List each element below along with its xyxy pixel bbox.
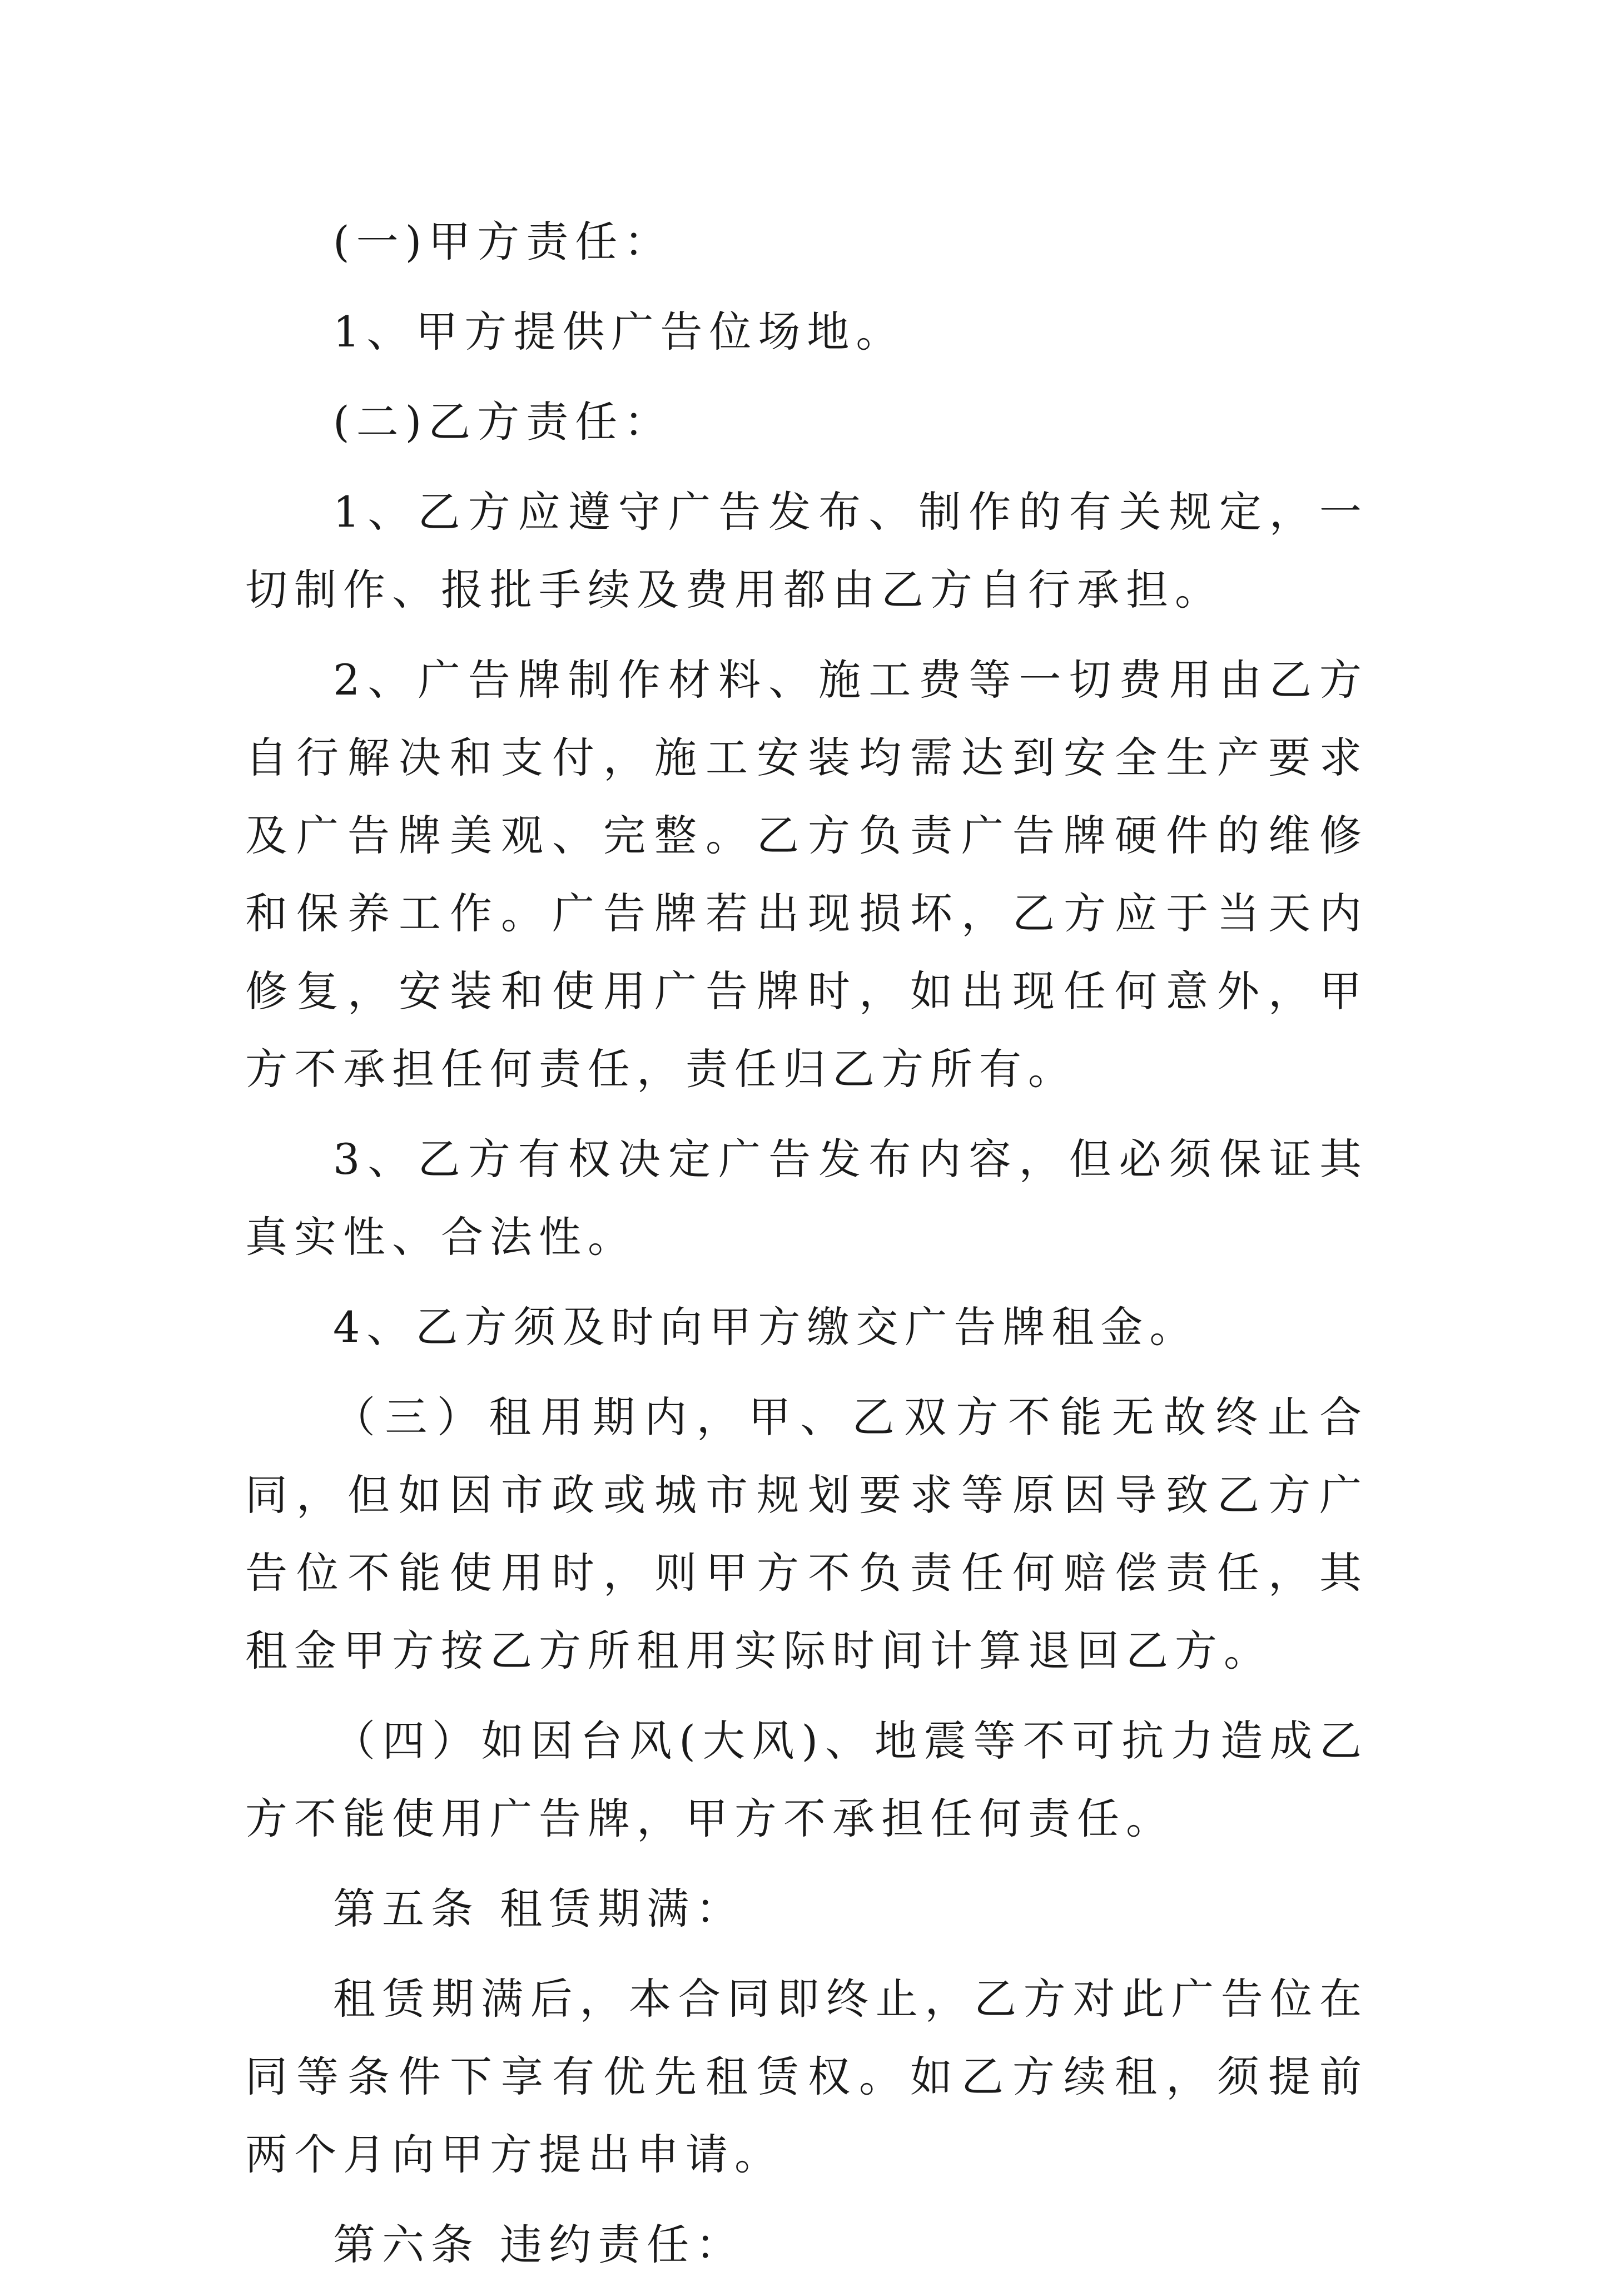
party-a-responsibility-heading: (一)甲方责任：	[333, 217, 673, 266]
article-5-body: 租赁期满后，本合同即终止，乙方对此广告位在同等条件下享有优先租赁权。如乙方续租，须提前两个月向甲方提出申请。	[245, 1974, 1368, 2179]
article-5-heading: 第五条 租赁期满：	[333, 1884, 745, 1933]
lease-term-clause: （三）租用期内，甲、乙双方不能无故终止合同，但如因市政或城市规划要求等原因导致乙方广告位不能使用时，则甲方不负责任何赔偿责任，其租金甲方按乙方所租用实际时间计算退回乙方。	[245, 1392, 1368, 1675]
party-b-responsibility-heading: (二)乙方责任：	[333, 397, 673, 447]
party-b-clause-4: 4、乙方须及时向甲方缴交广告牌租金。	[333, 1302, 1199, 1352]
document-body	[245, 203, 1368, 2296]
party-b-clause-2: 2、广告牌制作材料、施工费等一切费用由乙方自行解决和支付，施工安装均需达到安全生产要求及广告牌美观、完整。乙方负责广告牌硬件的维修和保养工作。广告牌若出现损坏，乙方应于当天内修复，安装和使用广告牌时，如出现任何意外，甲方不承担任何责任，责任归乙方所有。	[245, 655, 1368, 1094]
force-majeure-clause: （四）如因台风(大风)、地震等不可抗力造成乙方不能使用广告牌，甲方不承担任何责任。	[245, 1716, 1368, 1843]
article-6-heading: 第六条 违约责任：	[333, 2220, 745, 2269]
party-b-clause-1: 1、乙方应遵守广告发布、制作的有关规定，一切制作、报批手续及费用都由乙方自行承担。	[245, 487, 1368, 614]
party-b-clause-3: 3、乙方有权决定广告发布内容，但必须保证其真实性、合法性。	[245, 1134, 1368, 1262]
party-a-clause-1: 1、甲方提供广告位场地。	[333, 307, 905, 356]
